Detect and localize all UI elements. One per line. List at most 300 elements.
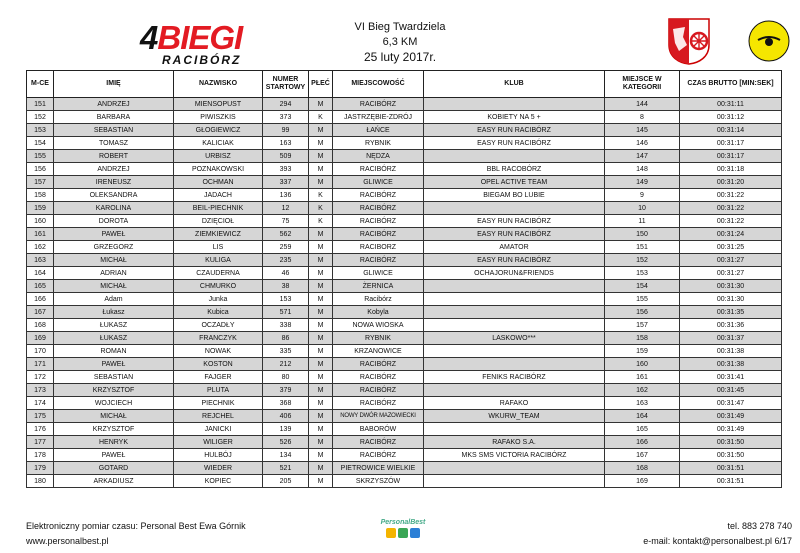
cell-city: RYBNIK <box>333 137 424 150</box>
cell-first-name: ARKADIUSZ <box>54 475 174 488</box>
table-row <box>27 111 782 124</box>
cell-category-place: 148 <box>605 163 680 176</box>
cell-gender: M <box>309 176 333 189</box>
cell-category-place: 160 <box>605 358 680 371</box>
cell-gross-time: 00:31:22 <box>680 215 782 228</box>
table-row <box>27 202 782 215</box>
cell-last-name: MIENSOPUST <box>174 98 263 111</box>
table-row <box>27 254 782 267</box>
cell-place: 152 <box>27 111 54 124</box>
cell-club <box>424 423 605 436</box>
cell-club: KOBIETY NA 5 + <box>424 111 605 124</box>
cell-club <box>424 150 605 163</box>
cell-category-place: 9 <box>605 189 680 202</box>
cell-category-place: 156 <box>605 306 680 319</box>
cell-last-name: OCHMAN <box>174 176 263 189</box>
cell-city: RACIBÓRZ <box>333 358 424 371</box>
yellow-circle-logo-icon <box>748 20 790 62</box>
cell-first-name: OLEKSANDRA <box>54 189 174 202</box>
cell-bib-number: 205 <box>263 475 309 488</box>
cell-bib-number: 86 <box>263 332 309 345</box>
cell-gross-time: 00:31:12 <box>680 111 782 124</box>
cell-place: 173 <box>27 384 54 397</box>
cell-gender: M <box>309 241 333 254</box>
col-header-last-name: NAZWISKO <box>174 71 263 98</box>
table-row <box>27 384 782 397</box>
page-header <box>0 0 800 70</box>
cell-club: BBL RACOBÓRZ <box>424 163 605 176</box>
cell-gross-time: 00:31:17 <box>680 137 782 150</box>
cell-gender: M <box>309 228 333 241</box>
pb-run-icon <box>410 528 420 538</box>
cell-club: OCHAJORUN&FRIENDS <box>424 267 605 280</box>
personalbest-logo <box>378 519 428 551</box>
cell-first-name: Łukasz <box>54 306 174 319</box>
cell-gender: M <box>309 150 333 163</box>
cell-last-name: CHMURKO <box>174 280 263 293</box>
cell-place: 176 <box>27 423 54 436</box>
cell-category-place: 150 <box>605 228 680 241</box>
results-body <box>27 98 782 488</box>
cell-bib-number: 526 <box>263 436 309 449</box>
cell-city: RACIBÓRZ <box>333 215 424 228</box>
cell-club <box>424 358 605 371</box>
cell-first-name: PAWEŁ <box>54 358 174 371</box>
event-title-block <box>330 20 470 65</box>
cell-gender: K <box>309 189 333 202</box>
table-header-row <box>27 71 782 98</box>
col-header-city: MIEJSCOWOŚĆ <box>333 71 424 98</box>
cell-gross-time: 00:31:27 <box>680 267 782 280</box>
cell-category-place: 144 <box>605 98 680 111</box>
cell-first-name: GOTARD <box>54 462 174 475</box>
cell-bib-number: 571 <box>263 306 309 319</box>
cell-first-name: MICHAŁ <box>54 280 174 293</box>
cell-club: RAFAKO <box>424 397 605 410</box>
cell-last-name: Junka <box>174 293 263 306</box>
cell-first-name: HENRYK <box>54 436 174 449</box>
cell-gross-time: 00:31:24 <box>680 228 782 241</box>
cell-last-name: WIEDER <box>174 462 263 475</box>
page-footer <box>0 516 800 553</box>
cell-last-name: GŁOGIEWICZ <box>174 124 263 137</box>
cell-gender: K <box>309 202 333 215</box>
col-header-place: M-CE <box>27 71 54 98</box>
table-row <box>27 241 782 254</box>
cell-bib-number: 373 <box>263 111 309 124</box>
cell-bib-number: 521 <box>263 462 309 475</box>
cell-first-name: TOMASZ <box>54 137 174 150</box>
table-row <box>27 371 782 384</box>
table-row <box>27 436 782 449</box>
cell-club: RAFAKO S.A. <box>424 436 605 449</box>
cell-category-place: 168 <box>605 462 680 475</box>
footer-timing-credit: Elektroniczny pomiar czasu: Personal Best Ewa Górnik <box>26 521 246 531</box>
cell-city: RACIBORZ <box>333 241 424 254</box>
cell-first-name: ŁUKASZ <box>54 319 174 332</box>
cell-last-name: POZNAKOWSKI <box>174 163 263 176</box>
cell-club: EASY RUN RACIBÓRZ <box>424 228 605 241</box>
cell-first-name: IRENEUSZ <box>54 176 174 189</box>
cell-city: NĘDZA <box>333 150 424 163</box>
cell-bib-number: 80 <box>263 371 309 384</box>
cell-place: 162 <box>27 241 54 254</box>
cell-place: 160 <box>27 215 54 228</box>
cell-first-name: Adam <box>54 293 174 306</box>
cell-club <box>424 202 605 215</box>
cell-first-name: KAROLINA <box>54 202 174 215</box>
cell-place: 165 <box>27 280 54 293</box>
table-row <box>27 293 782 306</box>
cell-gross-time: 00:31:11 <box>680 98 782 111</box>
event-date: 25 luty 2017r. <box>363 50 437 64</box>
cell-gender: M <box>309 293 333 306</box>
cell-city: ŁAŃCE <box>333 124 424 137</box>
cell-last-name: PLUTA <box>174 384 263 397</box>
cell-club <box>424 293 605 306</box>
cell-category-place: 163 <box>605 397 680 410</box>
raciborz-coat-of-arms-icon <box>665 17 713 65</box>
cell-gender: K <box>309 215 333 228</box>
cell-gender: M <box>309 98 333 111</box>
cell-bib-number: 212 <box>263 358 309 371</box>
cell-category-place: 165 <box>605 423 680 436</box>
cell-gross-time: 00:31:49 <box>680 423 782 436</box>
cell-place: 167 <box>27 306 54 319</box>
cell-category-place: 164 <box>605 410 680 423</box>
cell-gender: M <box>309 332 333 345</box>
cell-city: RACIBÓRZ <box>333 397 424 410</box>
cell-first-name: MICHAŁ <box>54 254 174 267</box>
cell-gender: K <box>309 111 333 124</box>
cell-category-place: 167 <box>605 449 680 462</box>
cell-gross-time: 00:31:22 <box>680 189 782 202</box>
cell-club <box>424 384 605 397</box>
cell-category-place: 162 <box>605 384 680 397</box>
cell-gross-time: 00:31:30 <box>680 293 782 306</box>
cell-place: 169 <box>27 332 54 345</box>
cell-category-place: 149 <box>605 176 680 189</box>
cell-last-name: PIECHNIK <box>174 397 263 410</box>
cell-bib-number: 368 <box>263 397 309 410</box>
table-row <box>27 332 782 345</box>
footer-email-page: e-mail: kontakt@personalbest.pl 6/17 <box>643 536 792 546</box>
cell-last-name: KOPIEC <box>174 475 263 488</box>
cell-club <box>424 306 605 319</box>
cell-city: RACIBÓRZ <box>333 436 424 449</box>
cell-gender: M <box>309 345 333 358</box>
event-distance: 6,3 KM <box>382 36 418 48</box>
cell-place: 164 <box>27 267 54 280</box>
cell-city: RACIBÓRZ <box>333 163 424 176</box>
cell-gross-time: 00:31:18 <box>680 163 782 176</box>
cell-gender: M <box>309 436 333 449</box>
cell-gross-time: 00:31:17 <box>680 150 782 163</box>
table-row <box>27 163 782 176</box>
cell-club: WKURW_TEAM <box>424 410 605 423</box>
footer-phone: tel. 883 278 740 <box>727 521 792 531</box>
cell-city: SKRZYSZÓW <box>333 475 424 488</box>
cell-bib-number: 75 <box>263 215 309 228</box>
cell-place: 168 <box>27 319 54 332</box>
cell-first-name: DOROTA <box>54 215 174 228</box>
table-row <box>27 176 782 189</box>
col-header-first-name: IMIĘ <box>54 71 174 98</box>
cell-bib-number: 235 <box>263 254 309 267</box>
cell-category-place: 154 <box>605 280 680 293</box>
cell-place: 178 <box>27 449 54 462</box>
cell-city: RACIBÓRZ <box>333 189 424 202</box>
cell-first-name: ROBERT <box>54 150 174 163</box>
cell-first-name: ADRIAN <box>54 267 174 280</box>
cell-city: NOWY DWÓR MAZOWIECKI <box>333 410 424 423</box>
cell-last-name: KULIGA <box>174 254 263 267</box>
cell-last-name: KOSTON <box>174 358 263 371</box>
cell-city: GLIWICE <box>333 267 424 280</box>
cell-category-place: 153 <box>605 267 680 280</box>
cell-city: PIETROWICE WIELKIE <box>333 462 424 475</box>
cell-place: 166 <box>27 293 54 306</box>
table-row <box>27 98 782 111</box>
logo-word: BIEGI <box>157 19 243 56</box>
cell-club: BIEGAM BO LUBIE <box>424 189 605 202</box>
col-header-gross-time: CZAS BRUTTO [MIN:SEK] <box>680 71 782 98</box>
cell-last-name: OCZADŁY <box>174 319 263 332</box>
cell-club <box>424 475 605 488</box>
cell-place: 159 <box>27 202 54 215</box>
cell-bib-number: 163 <box>263 137 309 150</box>
cell-city: RACIBÓRZ <box>333 254 424 267</box>
cell-bib-number: 406 <box>263 410 309 423</box>
logo-subtitle: RACIBÓRZ <box>162 53 242 67</box>
footer-website-link[interactable]: www.personalbest.pl <box>26 536 109 546</box>
cell-first-name: GRZEGORZ <box>54 241 174 254</box>
cell-bib-number: 136 <box>263 189 309 202</box>
cell-place: 156 <box>27 163 54 176</box>
cell-place: 177 <box>27 436 54 449</box>
cell-first-name: SEBASTIAN <box>54 371 174 384</box>
cell-gross-time: 00:31:47 <box>680 397 782 410</box>
cell-first-name: PAWEŁ <box>54 449 174 462</box>
cell-gender: M <box>309 449 333 462</box>
cell-gross-time: 00:31:37 <box>680 332 782 345</box>
cell-place: 163 <box>27 254 54 267</box>
col-header-club: KLUB <box>424 71 605 98</box>
table-row <box>27 150 782 163</box>
cell-gross-time: 00:31:27 <box>680 254 782 267</box>
cell-city: ŻERNICA <box>333 280 424 293</box>
table-row <box>27 215 782 228</box>
cell-category-place: 169 <box>605 475 680 488</box>
cell-city: NOWA WIOSKA <box>333 319 424 332</box>
table-row <box>27 124 782 137</box>
cell-club: LASKOWO*** <box>424 332 605 345</box>
cell-city: JASTRZĘBIE-ZDRÓJ <box>333 111 424 124</box>
cell-last-name: FRANCZYK <box>174 332 263 345</box>
cell-first-name: ROMAN <box>54 345 174 358</box>
cell-bib-number: 509 <box>263 150 309 163</box>
cell-place: 175 <box>27 410 54 423</box>
cell-club: FENIKS RACIBÓRZ <box>424 371 605 384</box>
pb-swim-icon <box>386 528 396 538</box>
cell-gender: M <box>309 410 333 423</box>
cell-first-name: SEBASTIAN <box>54 124 174 137</box>
cell-first-name: WOJCIECH <box>54 397 174 410</box>
cell-category-place: 158 <box>605 332 680 345</box>
cell-bib-number: 134 <box>263 449 309 462</box>
table-row <box>27 137 782 150</box>
cell-last-name: JANICKI <box>174 423 263 436</box>
cell-first-name: ANDRZEJ <box>54 163 174 176</box>
cell-gross-time: 00:31:50 <box>680 449 782 462</box>
results-table <box>26 70 782 488</box>
cell-category-place: 10 <box>605 202 680 215</box>
event-title: VI Bieg Twardziela <box>354 21 446 33</box>
table-row <box>27 319 782 332</box>
cell-club <box>424 462 605 475</box>
cell-gross-time: 00:31:49 <box>680 410 782 423</box>
cell-bib-number: 379 <box>263 384 309 397</box>
table-row <box>27 189 782 202</box>
cell-first-name: KRZYSZTOF <box>54 384 174 397</box>
cell-bib-number: 338 <box>263 319 309 332</box>
cell-last-name: JADACH <box>174 189 263 202</box>
cell-last-name: KALICIAK <box>174 137 263 150</box>
pb-bike-icon <box>398 528 408 538</box>
col-header-gender: PŁEĆ <box>309 71 333 98</box>
cell-place: 171 <box>27 358 54 371</box>
cell-bib-number: 335 <box>263 345 309 358</box>
cell-gross-time: 00:31:25 <box>680 241 782 254</box>
table-row <box>27 267 782 280</box>
cell-place: 172 <box>27 371 54 384</box>
cell-last-name: CZAUDERNA <box>174 267 263 280</box>
cell-gross-time: 00:31:20 <box>680 176 782 189</box>
cell-gross-time: 00:31:41 <box>680 371 782 384</box>
cell-gross-time: 00:31:38 <box>680 358 782 371</box>
cell-place: 157 <box>27 176 54 189</box>
cell-last-name: Kubica <box>174 306 263 319</box>
cell-last-name: URBISZ <box>174 150 263 163</box>
cell-club: EASY RUN RACIBÓRZ <box>424 137 605 150</box>
table-row <box>27 423 782 436</box>
cell-bib-number: 337 <box>263 176 309 189</box>
cell-bib-number: 99 <box>263 124 309 137</box>
cell-club: OPEL ACTIVE TEAM <box>424 176 605 189</box>
cell-last-name: BEIL-PIECHNIK <box>174 202 263 215</box>
cell-first-name: KRZYSZTOF <box>54 423 174 436</box>
cell-city: KRZANOWICE <box>333 345 424 358</box>
cell-last-name: REJCHEL <box>174 410 263 423</box>
cell-gender: M <box>309 280 333 293</box>
table-row <box>27 306 782 319</box>
cell-gross-time: 00:31:36 <box>680 319 782 332</box>
table-row <box>27 475 782 488</box>
cell-category-place: 166 <box>605 436 680 449</box>
cell-city: BABORÓW <box>333 423 424 436</box>
cell-club <box>424 345 605 358</box>
cell-bib-number: 393 <box>263 163 309 176</box>
cell-last-name: HULBÓJ <box>174 449 263 462</box>
cell-gross-time: 00:31:35 <box>680 306 782 319</box>
cell-bib-number: 12 <box>263 202 309 215</box>
cell-place: 180 <box>27 475 54 488</box>
table-row <box>27 280 782 293</box>
cell-category-place: 146 <box>605 137 680 150</box>
cell-place: 158 <box>27 189 54 202</box>
cell-bib-number: 562 <box>263 228 309 241</box>
cell-gender: M <box>309 124 333 137</box>
cell-place: 161 <box>27 228 54 241</box>
table-row <box>27 449 782 462</box>
cell-city: Racibórz <box>333 293 424 306</box>
cell-gender: M <box>309 137 333 150</box>
cell-city: RACIBÓRZ <box>333 228 424 241</box>
cell-category-place: 155 <box>605 293 680 306</box>
table-row <box>27 345 782 358</box>
cell-gender: M <box>309 358 333 371</box>
cell-city: RACIBÓRZ <box>333 384 424 397</box>
cell-city: RACIBÓRZ <box>333 371 424 384</box>
cell-category-place: 161 <box>605 371 680 384</box>
cell-club <box>424 98 605 111</box>
cell-club: EASY RUN RACIBÓRZ <box>424 124 605 137</box>
cell-gender: M <box>309 475 333 488</box>
cell-club <box>424 319 605 332</box>
cell-city: RACIBÓRZ <box>333 449 424 462</box>
cell-first-name: ANDRZEJ <box>54 98 174 111</box>
cell-last-name: LIS <box>174 241 263 254</box>
cell-first-name: PAWEŁ <box>54 228 174 241</box>
cell-gender: M <box>309 423 333 436</box>
cell-last-name: WILIGER <box>174 436 263 449</box>
4biegi-logo <box>140 20 280 68</box>
cell-place: 153 <box>27 124 54 137</box>
cell-club: MKS SMS VICTORIA RACIBÓRZ <box>424 449 605 462</box>
cell-club: EASY RUN RACIBÓRZ <box>424 254 605 267</box>
table-row <box>27 410 782 423</box>
cell-gross-time: 00:31:51 <box>680 462 782 475</box>
cell-bib-number: 153 <box>263 293 309 306</box>
cell-category-place: 157 <box>605 319 680 332</box>
cell-category-place: 151 <box>605 241 680 254</box>
cell-gender: M <box>309 371 333 384</box>
cell-gross-time: 00:31:30 <box>680 280 782 293</box>
cell-gender: M <box>309 163 333 176</box>
cell-gross-time: 00:31:22 <box>680 202 782 215</box>
cell-club: EASY RUN RACIBÓRZ <box>424 215 605 228</box>
cell-bib-number: 294 <box>263 98 309 111</box>
cell-bib-number: 46 <box>263 267 309 280</box>
cell-club: AMATOR <box>424 241 605 254</box>
cell-category-place: 145 <box>605 124 680 137</box>
cell-gender: M <box>309 462 333 475</box>
cell-first-name: ŁUKASZ <box>54 332 174 345</box>
table-row <box>27 358 782 371</box>
cell-gender: M <box>309 306 333 319</box>
cell-category-place: 8 <box>605 111 680 124</box>
cell-bib-number: 259 <box>263 241 309 254</box>
cell-city: RACIBÓRZ <box>333 202 424 215</box>
cell-place: 174 <box>27 397 54 410</box>
cell-club <box>424 280 605 293</box>
cell-first-name: MICHAŁ <box>54 410 174 423</box>
cell-gross-time: 00:31:38 <box>680 345 782 358</box>
table-row <box>27 462 782 475</box>
cell-first-name: BARBARA <box>54 111 174 124</box>
cell-bib-number: 38 <box>263 280 309 293</box>
cell-category-place: 159 <box>605 345 680 358</box>
